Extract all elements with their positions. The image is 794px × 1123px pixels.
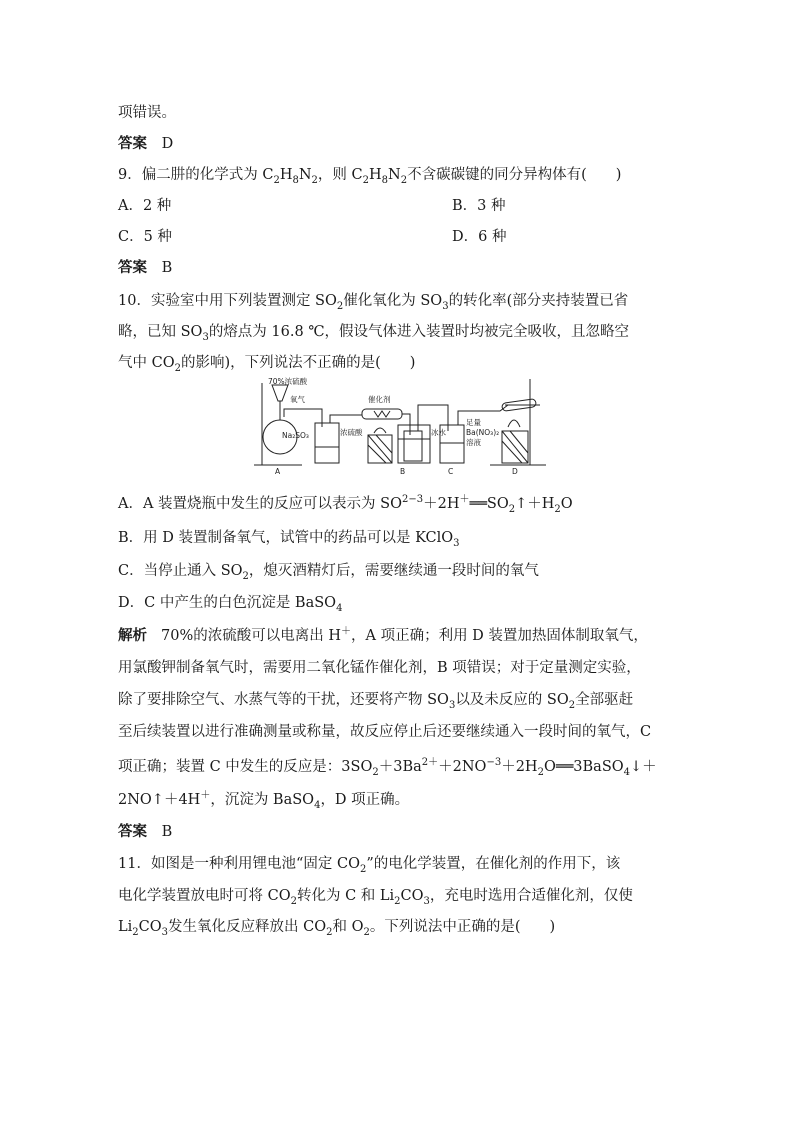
q10-option-d: D．C 中产生的白色沉淀是 BaSO$_4$ bbox=[118, 595, 343, 614]
analysis-line-4: 至后续装置以进行准确测量或称量，故反应停止后还要继续通入一段时间的氧气，C bbox=[118, 724, 652, 740]
question-11-line-2: 电化学装置放电时可将 $CO_2$转化为 C 和 $Li_2CO_3$，充电时选用合适催化剂，仅使 bbox=[118, 888, 633, 907]
q9-option-b: B．3 种 bbox=[452, 198, 506, 214]
answer-value: B bbox=[161, 824, 173, 840]
label-c: C bbox=[448, 467, 454, 475]
apparatus-svg bbox=[250, 375, 550, 475]
q10-option-c: C．当停止通入 $SO_2$，熄灭酒精灯后，需要继续通一段时间的氧气 bbox=[118, 563, 539, 582]
label-oxygen: 氧气 bbox=[290, 395, 305, 404]
analysis-line-1: 解析 70%的浓硫酸可以电离出 H＋，A 项正确；利用 D 装置加热固体制取氧气， bbox=[118, 626, 648, 644]
answer-label: 答案 bbox=[118, 823, 147, 840]
answer-9 bbox=[118, 258, 172, 278]
label-acid: 70%浓硫酸 bbox=[268, 377, 308, 386]
label-na2so3: Na₂SO₃ bbox=[282, 431, 309, 440]
q10-option-a: A．A 装置烧瓶中发生的反应可以表示为 $SO^{2-3}+2H^+══SO_2↑+H_2O$ bbox=[118, 494, 573, 515]
label-excess: 足量 bbox=[466, 418, 481, 427]
q10-option-b: B．用 D 装置制备氧气，试管中的药品可以是 KClO$_3$ bbox=[118, 530, 460, 549]
question-11-line-1: 11．如图是一种利用锂电池“固定 $CO_2$”的电化学装置，在催化剂的作用下，该 bbox=[118, 856, 621, 875]
question-10-line-3: 气中 $CO_2$的影响)，下列说法不正确的是( ) bbox=[118, 355, 416, 374]
q9-option-d: D．6 种 bbox=[452, 229, 507, 245]
answer-10 bbox=[118, 822, 172, 842]
answer-value: B bbox=[161, 260, 173, 276]
label-d: D bbox=[512, 467, 518, 475]
q9-option-a: A．2 种 bbox=[118, 198, 172, 214]
answer-8 bbox=[118, 134, 173, 154]
q9-option-c: C．5 种 bbox=[118, 229, 172, 245]
label-conc-h2so4: 浓硫酸 bbox=[340, 428, 363, 437]
question-10-line-1: 10．实验室中用下列装置测定 $SO_2$催化氧化为 $SO_3$的转化率(部分夹持装置已省 bbox=[118, 293, 629, 312]
answer-label: 答案 bbox=[118, 135, 147, 152]
label-ba-no3: Ba(NO₃)₂ bbox=[466, 428, 500, 437]
analysis-label: 解析 bbox=[118, 627, 147, 644]
label-catalyst: 催化剂 bbox=[368, 395, 391, 404]
analysis-line-6: 2NO↑＋4H＋，沉淀为 BaSO$_4$，D 项正确。 bbox=[118, 790, 410, 811]
label-a: A bbox=[275, 467, 281, 475]
question-9-stem: 9．偏二肼的化学式为 $C_2H_8N_2$，则 $C_2H_8N_2$不含碳碳键的同分异构体有( ) bbox=[118, 167, 622, 186]
answer-value: D bbox=[161, 136, 174, 152]
question-10-line-2: 略，已知 $SO_3$的熔点为 16.8 ℃，假设气体进入装置时均被完全吸收，且忽略空 bbox=[118, 324, 630, 343]
continuation-text: 项错误。 bbox=[118, 105, 176, 121]
label-ice-water: 冰水 bbox=[431, 428, 446, 437]
answer-label: 答案 bbox=[118, 259, 147, 276]
apparatus-diagram bbox=[250, 375, 550, 475]
question-11-line-3: $Li_2CO_3$发生氧化反应释放出 $CO_2$和 $O_2$。下列说法中正确的是( ) bbox=[118, 919, 556, 938]
analysis-line-3: 除了要排除空气、水蒸气等的干扰，还要将产物 $SO_3$以及未反应的 $SO_2$全部驱赶 bbox=[118, 692, 634, 711]
analysis-line-5: 项正确；装置 C 中发生的反应是：$3SO_2+3Ba^{2+}+2NO^{-3}+2H_2O══3BaSO_4↓+$ bbox=[118, 757, 657, 778]
label-b: B bbox=[400, 467, 406, 475]
label-solution: 溶液 bbox=[466, 438, 481, 447]
analysis-line-2: 用氯酸钾制备氧气时，需要用二氧化锰作催化剂，B 项错误；对于定量测定实验， bbox=[118, 660, 641, 676]
